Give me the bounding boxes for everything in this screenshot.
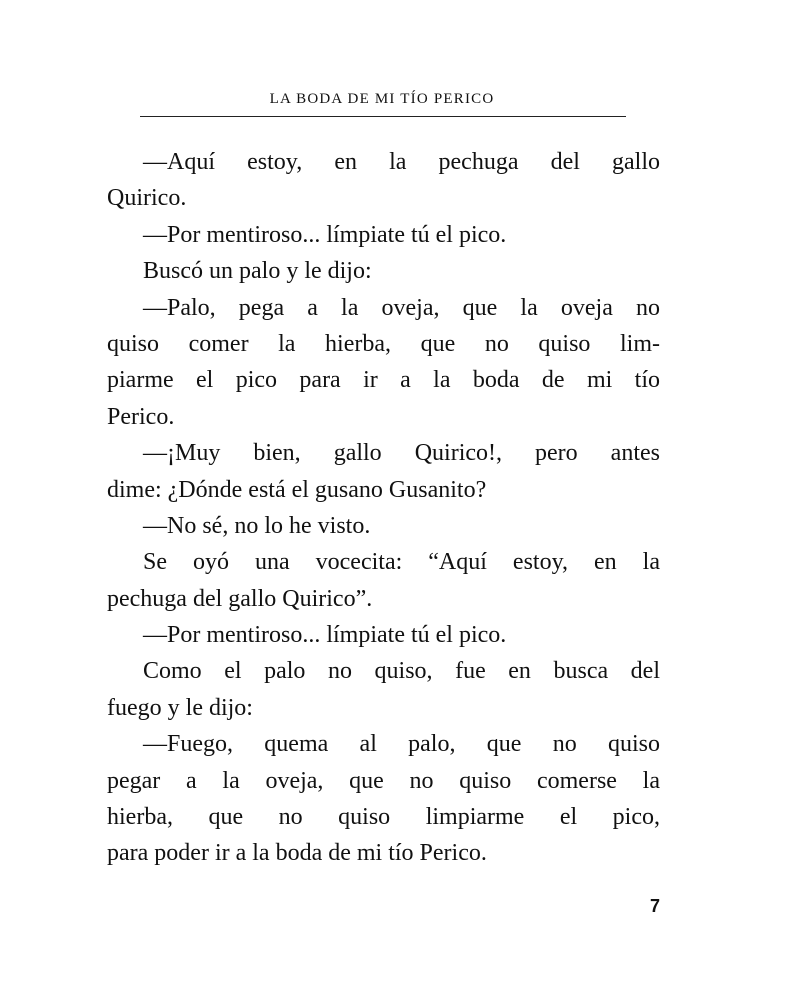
text-line: Quirico.	[107, 185, 187, 212]
text-line: —Por mentiroso... límpiate tú el pico.	[143, 622, 507, 649]
text-line: fuego y le dijo:	[107, 694, 253, 721]
text-line: quiso comer la hierba, que no quiso lim-	[107, 330, 660, 357]
text-line: hierba, que no quiso limpiarme el pico,	[107, 804, 660, 831]
text-line: —Por mentiroso... límpiate tú el pico.	[143, 221, 507, 248]
text-line: para poder ir a la boda de mi tío Perico.	[107, 840, 487, 867]
body-text	[107, 144, 660, 872]
text-line: dime: ¿Dónde está el gusano Gusanito?	[107, 476, 487, 503]
text-line: —Palo, pega a la oveja, que la oveja no	[143, 294, 660, 321]
text-line: Se oyó una vocecita: “Aquí estoy, en la	[143, 549, 660, 576]
text-line: —No sé, no lo he visto.	[143, 512, 371, 539]
text-line: —Aquí estoy, en la pechuga del gallo	[143, 149, 660, 175]
text-line: pegar a la oveja, que no quiso comerse la	[107, 767, 660, 794]
page-number: 7	[649, 896, 660, 916]
running-head: LA BODA DE MI TÍO PERICO	[269, 91, 495, 107]
text-line: Buscó un palo y le dijo:	[143, 258, 372, 285]
text-line: pechuga del gallo Quirico”.	[107, 585, 373, 612]
text-line: —Fuego, quema al palo, que no quiso	[143, 731, 660, 758]
text-line: —¡Muy bien, gallo Quirico!, pero antes	[143, 440, 660, 467]
text-line: piarme el pico para ir a la boda de mi tío	[107, 367, 660, 394]
header-rule	[140, 116, 626, 117]
text-line: Perico.	[107, 403, 175, 430]
text-line: Como el palo no quiso, fue en busca del	[143, 658, 660, 685]
